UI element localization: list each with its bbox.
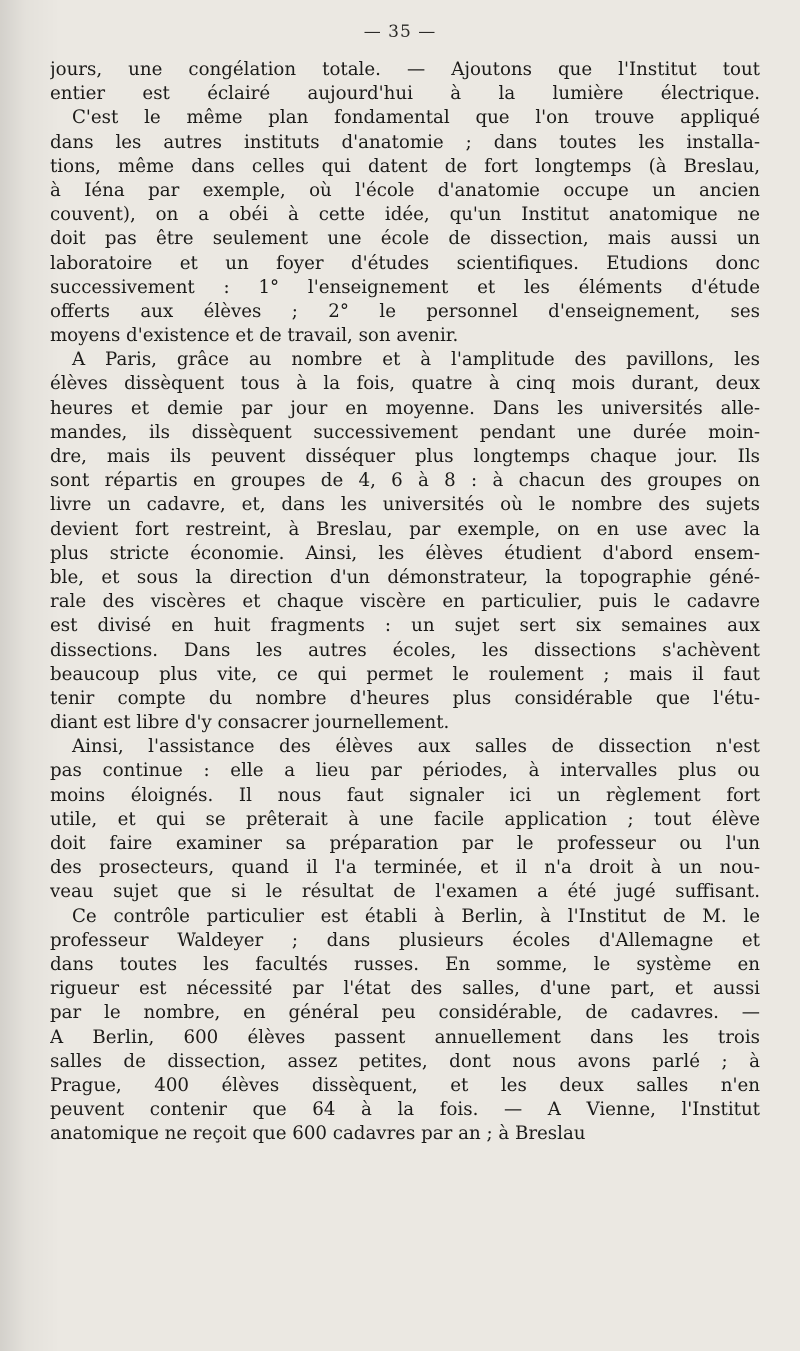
text-line: peuvent contenir que 64 à la fois. — A Vienne, l'Institut [50,1099,760,1121]
body-text [50,58,760,1146]
text-line: ble, et sous la direction d'un démonstrateur, la topographie géné- [50,566,760,588]
text-line: plus stricte économie. Ainsi, les élèves étudient d'abord ensem- [50,542,760,564]
text-line: devient fort restreint, à Breslau, par exemple, on en use avec la [50,518,760,540]
text-line: diant est libre d'y consacrer journellement. [50,712,450,734]
text-line: salles de dissection, assez petites, dont nous avons parlé ; à [50,1050,760,1072]
text-line: par le nombre, en général peu considérable, de cadavres. — [50,1002,760,1024]
text-line: C'est le même plan fondamental que l'on trouve appliqué [72,107,760,129]
text-line: Ainsi, l'assistance des élèves aux salles de dissection n'est [72,736,760,758]
text-line: offerts aux élèves ; 2° le personnel d'enseignement, ses [50,300,760,322]
text-line: beaucoup plus vite, ce qui permet le roulement ; mais il faut [50,663,760,685]
text-line: doit faire examiner sa préparation par le professeur ou l'un [50,833,760,854]
text-line: heures et demie par jour en moyenne. Dans les universités alle- [50,397,760,419]
text-line: moyens d'existence et de travail, son avenir. [50,325,459,347]
text-line: dans toutes les facultés russes. En somme, le système en [50,953,760,975]
text-line: couvent), on a obéi à cette idée, qu'un Institut anatomique ne [50,204,760,226]
text-line: mandes, ils dissèquent successivement pendant une durée moin- [50,421,760,443]
text-line: A Berlin, 600 élèves passent annuellement dans les trois [50,1026,760,1048]
text-line: Ce contrôle particulier est établi à Berlin, à l'Institut de M. le [72,905,760,927]
text-line: tenir compte du nombre d'heures plus considérable que l'étu- [50,687,760,709]
text-line: professeur Waldeyer ; dans plusieurs écoles d'Allemagne et [50,929,760,951]
text-line: veau sujet que si le résultat de l'examen a été jugé suffisant. [50,881,760,903]
text-line: successivement : 1° l'enseignement et les éléments d'étude [50,276,760,298]
text-line: des prosecteurs, quand il l'a terminée, et il n'a droit à un nou- [50,857,760,879]
text-line: laboratoire et un foyer d'études scientifiques. Etudions donc [50,252,760,274]
text-line: doit pas être seulement une école de dissection, mais aussi un [50,228,760,250]
text-line: rigueur est nécessité par l'état des salles, d'une part, et aussi [50,978,760,1000]
text-line: pas continue : elle a lieu par périodes, à intervalles plus ou [50,760,760,782]
text-line: livre un cadavre, et, dans les universités où le nombre des sujets [50,494,760,516]
text-line: à Iéna par exemple, où l'école d'anatomie occupe un ancien [50,179,760,201]
text-line: utile, et qui se prêterait à une facile application ; tout élève [50,808,760,830]
text-line: anatomique ne reçoit que 600 cadavres par an ; à Breslau [50,1123,586,1145]
text-line: A Paris, grâce au nombre et à l'amplitude des pavillons, les [72,349,760,371]
text-line: est divisé en huit fragments : un sujet sert six semaines aux [50,615,760,637]
text-line: Prague, 400 élèves dissèquent, et les deux salles n'en [50,1074,760,1096]
text-line: sont répartis en groupes de 4, 6 à 8 : à chacun des groupes on [50,470,760,492]
text-line: tions, même dans celles qui datent de fort longtemps (à Breslau, [50,155,760,177]
text-line: dre, mais ils peuvent disséquer plus longtemps chaque jour. Ils [50,446,760,467]
text-line: élèves dissèquent tous à la fois, quatre à cinq mois durant, deux [50,373,760,395]
text-line: dans les autres instituts d'anatomie ; dans toutes les installa- [50,131,760,153]
page-number: — 35 — [363,22,437,42]
text-line: dissections. Dans les autres écoles, les dissections s'achèvent [50,639,760,661]
text-line: jours, une congélation totale. — Ajoutons que l'Institut tout [50,59,760,80]
text-line: moins éloignés. Il nous faut signaler ici un règlement fort [50,784,760,806]
text-line: rale des viscères et chaque viscère en particulier, puis le cadavre [50,591,760,613]
text-line: entier est éclairé aujourd'hui à la lumière électrique. [50,83,760,105]
